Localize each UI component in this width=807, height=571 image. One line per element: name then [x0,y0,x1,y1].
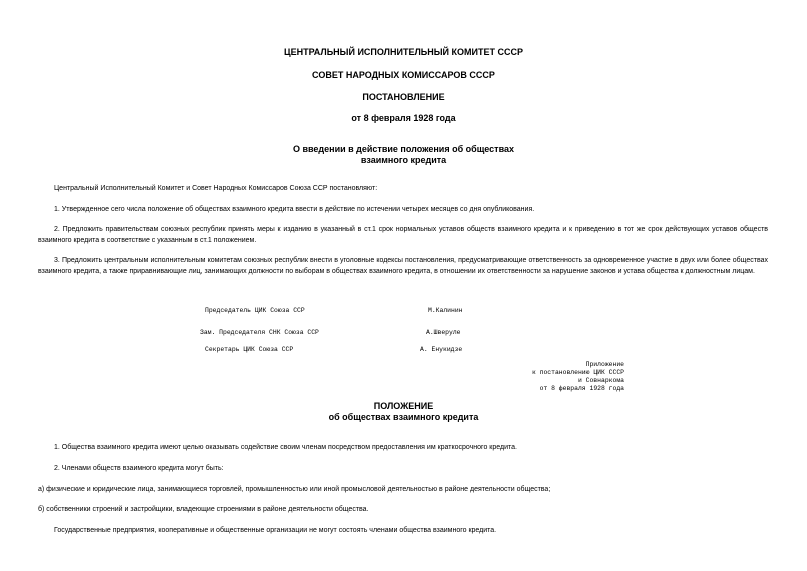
appendix-line2: к постановлению ЦИК СССР [531,369,624,376]
paragraph-1: 1. Утвержденное сего числа положение об обществах взаимного кредита ввести в действие по истечении четырех месяцев со дня опубликования. [54,206,535,213]
regulation-item-1: 1. Общества взаимного кредита имеют целью оказывать содействие своим членам посредством предоставления им краткосрочного кредита. [54,444,517,451]
regulation-subtitle: об обществах взаимного кредита [328,412,479,422]
document-title-line1: О введении в действие положения об обществах [292,144,515,154]
paragraph-3: 3. Предложить центральным исполнительным комитетам союзных республик внести в уголовные кодексы постановления, предусматривающие ответственность за одновременное участие в двух или более обществах взаимного кредита, а также приравнивающие лиц, занимающих должности по выборам в обществах взаимного кредита, в отношении их ответственности за нарушение законов и устава общества к должностным лицам. [38,257,768,275]
signature-role-2: Зам. Председателя СНК Союза ССР [200,329,319,336]
regulation-item-2a: а) физические и юридические лица, занимающиеся торговлей, промышленностью или иной промысловой деятельностью в районе деятельности общества; [38,486,551,493]
intro-paragraph: Центральный Исполнительный Комитет и Совет Народных Комиссаров Союза ССР постановляют: [54,185,378,192]
signature-name-1: М.Калинин [428,307,463,314]
document-type: ПОСТАНОВЛЕНИЕ [362,92,445,102]
appendix-line3: и Совнаркома [577,377,624,384]
signature-name-2: А.Шверуле [426,329,461,336]
appendix-line4: от 8 февраля 1928 года [539,385,624,392]
header-line-snk: СОВЕТ НАРОДНЫХ КОМИССАРОВ СССР [312,70,495,80]
regulation-item-2: 2. Членами обществ взаимного кредита могут быть: [54,465,224,472]
paragraph-2: 2. Предложить правительствам союзных республик принять меры к изданию в указанный в ст.1 срок нормальных уставов обществ взаимного кредита и к приведению в тот же срок действующих уставов обществ взаимного кредита в соответствие с указанным в ст.1 положением. [38,226,768,244]
signature-role-1: Председатель ЦИК Союза ССР [205,307,305,314]
document-title-line2: взаимного кредита [360,155,447,165]
appendix-line1: Приложение [585,361,624,368]
signature-name-3: А. Енукидзе [420,346,463,353]
document-date: от 8 февраля 1928 года [351,113,456,123]
regulation-item-2b: б) собственники строений и застройщики, владеющие строениями в районе деятельности общества. [38,506,369,513]
regulation-note: Государственные предприятия, кооперативные и общественные организации не могут состоять членами общества взаимного кредита. [54,527,497,534]
header-line-cik: ЦЕНТРАЛЬНЫЙ ИСПОЛНИТЕЛЬНЫЙ КОМИТЕТ СССР [284,47,523,57]
signature-role-3: Секретарь ЦИК Союза ССР [205,346,294,353]
regulation-title: ПОЛОЖЕНИЕ [373,401,434,411]
